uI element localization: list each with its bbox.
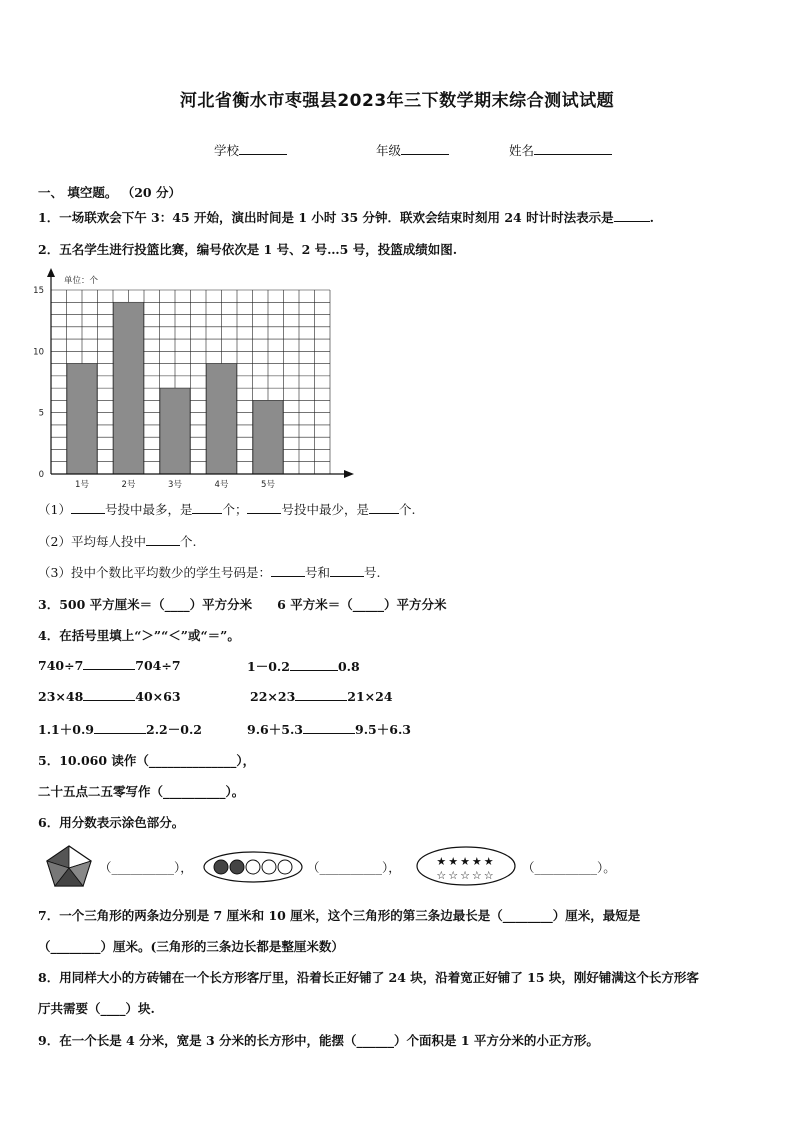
x-tick-label: 1号 <box>75 480 89 490</box>
question-2-3 <box>38 563 380 581</box>
expression: 21×24 <box>347 689 393 704</box>
x-tick-label: 4号 <box>214 480 229 490</box>
svg-text:☆☆☆☆☆: ☆☆☆☆☆ <box>436 869 496 882</box>
question-text: 号投中最多，是 <box>104 502 193 517</box>
pentagon-figure <box>44 844 94 888</box>
question-1 <box>38 208 654 226</box>
answer-blank: （__________）， <box>307 860 401 875</box>
expression: 2.2－0.2 <box>146 722 202 737</box>
unit-label: 单位：个 <box>64 276 99 286</box>
answer-blank <box>330 564 364 577</box>
expression: 1.1＋0.9 <box>38 722 94 737</box>
expression: 9.5＋6.3 <box>355 722 411 737</box>
compare-row <box>38 720 202 738</box>
answer-blank <box>290 658 338 671</box>
question-4: 4．在括号里填上“＞”“＜”或“＝”。 <box>38 628 240 643</box>
expression: 1－0.2 <box>247 659 290 674</box>
question-text: 号投中最少，是 <box>281 502 369 517</box>
school-field <box>214 141 287 159</box>
name-label: 姓名 <box>509 143 535 158</box>
bar <box>67 364 97 474</box>
compare-row <box>38 688 181 704</box>
y-axis-arrow <box>47 268 55 277</box>
answer-blank <box>83 688 135 701</box>
answer-blank <box>71 501 105 514</box>
y-tick-label: 5 <box>38 408 44 419</box>
bar <box>207 364 237 474</box>
question-text: 号. <box>363 565 381 580</box>
question-2-2 <box>38 532 196 550</box>
question-1-text: 1．一场联欢会下午 3：45 开始，演出时间是 1 小时 35 分钟．联欢会结束时刻用 24 时计时法表示是 <box>38 210 614 225</box>
answer-blank <box>94 721 146 734</box>
question-7a: 7．一个三角形的两条边分别是 7 厘米和 10 厘米，这个三角形的第三条边最长是（________）厘米，最短是 <box>38 908 641 923</box>
compare-row <box>247 657 360 675</box>
bar <box>253 400 283 474</box>
section-heading: 一、 填空题。 （20 分） <box>38 185 181 200</box>
question-2-1 <box>38 500 415 518</box>
answer-blank <box>614 209 650 222</box>
question-text: （3）投中个数比平均数少的学生号码是： <box>38 565 271 580</box>
x-tick-label: 3号 <box>168 480 182 490</box>
question-5b: 二十五点二五零写作（__________）。 <box>38 784 245 799</box>
answer-blank <box>303 721 355 734</box>
question-text: 号和 <box>304 565 330 580</box>
svg-text:★★★★★: ★★★★★ <box>436 855 496 868</box>
name-field <box>509 141 612 159</box>
bar <box>160 388 190 474</box>
question-text: （2）平均每人投中 <box>38 534 146 549</box>
expression: 704÷7 <box>135 658 181 673</box>
school-blank <box>239 142 287 155</box>
expression: 9.6＋5.3 <box>247 722 303 737</box>
question-text: 个. <box>179 534 197 549</box>
question-text: 个. <box>399 502 416 517</box>
question-7b: （________）厘米。(三角形的三条边长都是整厘米数） <box>38 939 344 954</box>
y-tick-label: 15 <box>33 286 44 296</box>
question-3: 3．500 平方厘米＝（____）平方分米 6 平方米＝（_____）平方分米 <box>38 597 447 612</box>
grade-label: 年级 <box>376 143 402 158</box>
page-title: 河北省衡水市枣强县2023年三下数学期末综合测试试题 <box>179 91 615 111</box>
answer-blank <box>369 501 399 514</box>
expression: 23×48 <box>38 689 84 704</box>
question-8b: 厅共需要（____）块. <box>38 1001 155 1016</box>
stars-figure <box>415 845 517 887</box>
question-1-end: . <box>649 210 654 225</box>
answer-blank: （__________）， <box>99 860 193 875</box>
part-label: （1） <box>38 502 71 517</box>
grade-field <box>376 141 449 159</box>
name-blank <box>534 142 612 155</box>
compare-row <box>38 657 181 673</box>
answer-blank <box>271 564 305 577</box>
x-axis-arrow <box>344 470 354 478</box>
answer-blank <box>192 501 222 514</box>
bar <box>114 302 144 474</box>
compare-row <box>250 688 393 704</box>
question-9: 9．在一个长是 4 分米，宽是 3 分米的长方形中，能摆（______）个面积是 1 平方分米的小正方形。 <box>38 1033 599 1048</box>
answer-blank <box>247 501 281 514</box>
answer-blank <box>295 688 347 701</box>
y-tick-label: 10 <box>33 347 44 358</box>
compare-row <box>247 720 411 738</box>
answer-blank: （__________）。 <box>522 860 616 875</box>
expression: 22×23 <box>250 689 296 704</box>
school-label: 学校 <box>214 143 240 158</box>
x-tick-label: 5号 <box>261 480 275 490</box>
bar-chart <box>30 268 360 490</box>
circles-figure <box>202 850 304 884</box>
y-tick-label: 0 <box>38 470 44 480</box>
grade-blank <box>401 142 449 155</box>
question-text: 个； <box>222 502 248 517</box>
question-8a: 8．用同样大小的方砖铺在一个长方形客厅里，沿着长正好铺了 24 块，沿着宽正好铺了 15 块，刚好铺满这个长方形客 <box>38 970 699 985</box>
x-tick-label: 2号 <box>121 480 136 490</box>
expression: 0.8 <box>337 659 360 674</box>
question-5a: 5．10.060 读作（______________）， <box>38 753 256 768</box>
expression: 40×63 <box>135 689 181 704</box>
answer-blank <box>83 657 135 670</box>
question-6: 6．用分数表示涂色部分。 <box>38 815 185 830</box>
answer-blank <box>146 533 180 546</box>
question-2: 2．五名学生进行投篮比赛，编号依次是 1 号、2 号…5 号，投篮成绩如图. <box>38 242 458 257</box>
expression: 740÷7 <box>38 658 84 673</box>
